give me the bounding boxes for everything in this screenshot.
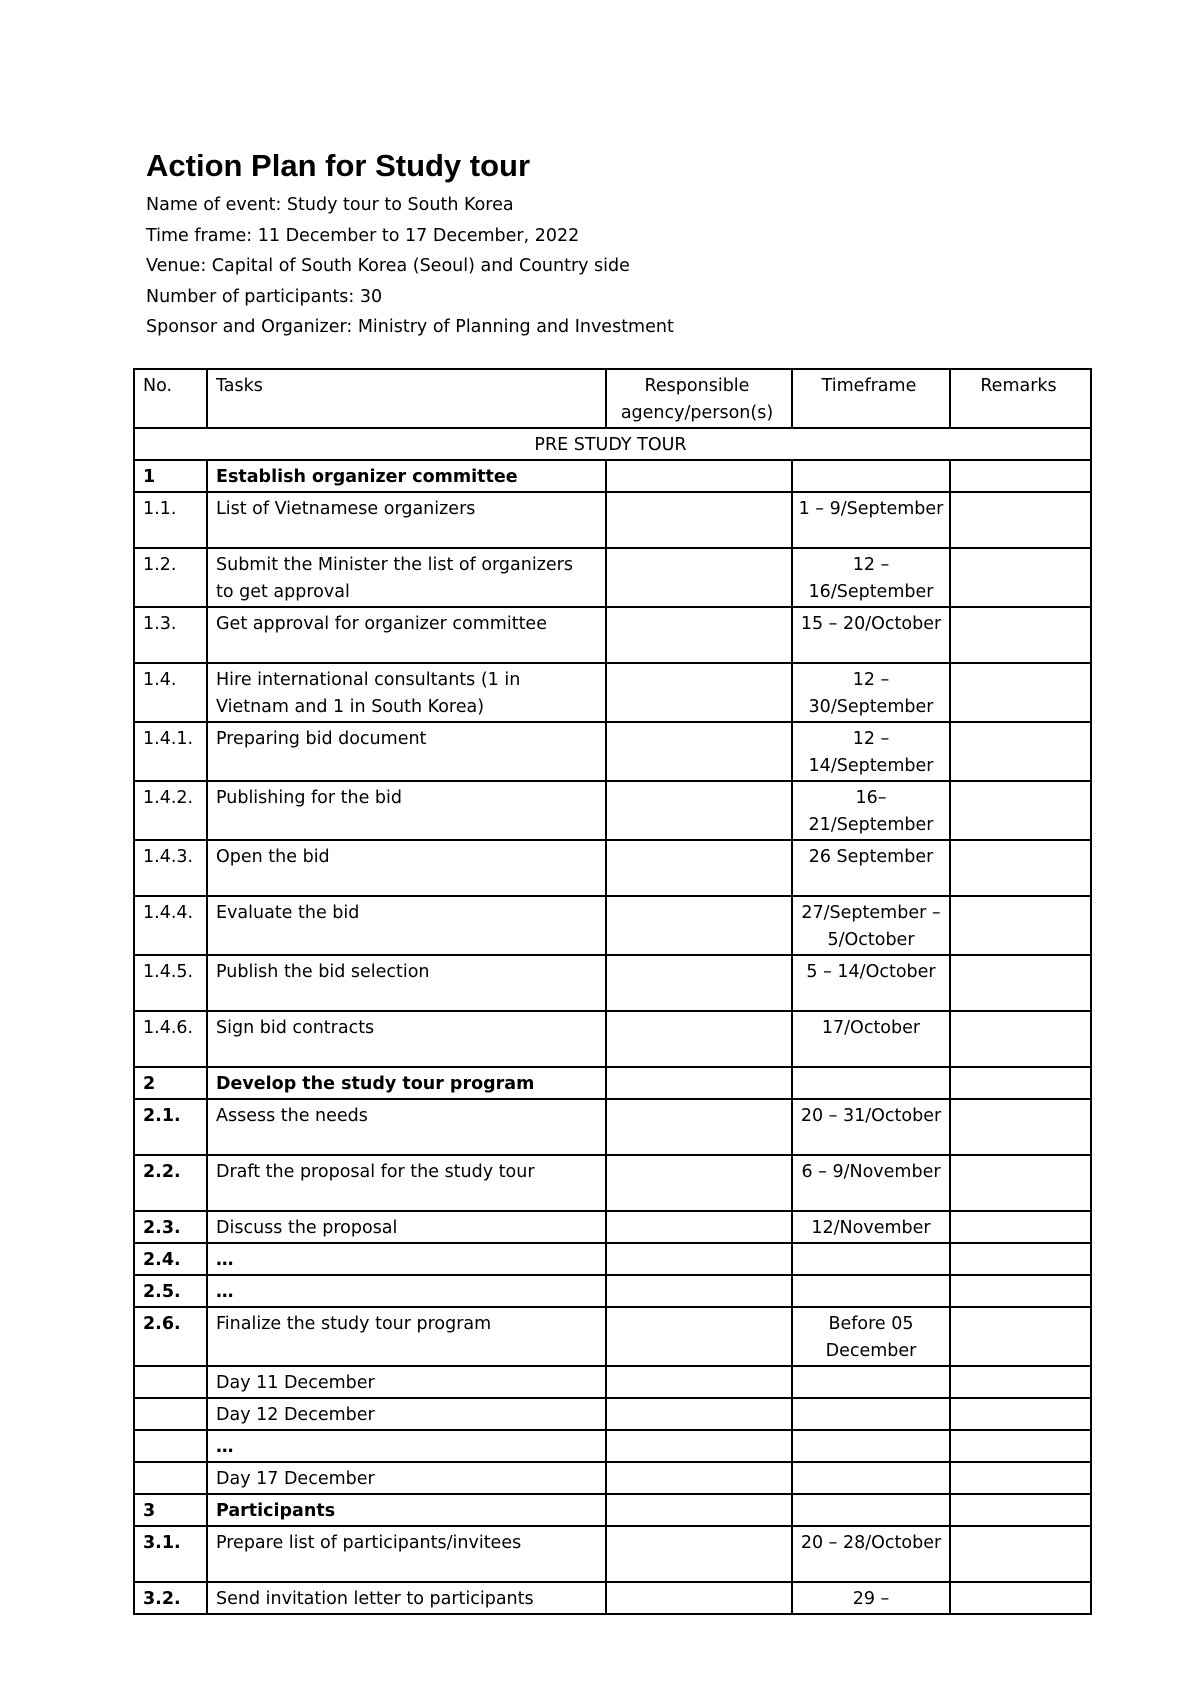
row-remarks [950, 1307, 1091, 1366]
row-remarks [950, 1430, 1091, 1462]
row-remarks [950, 840, 1091, 896]
row-number: 2.3. [134, 1211, 207, 1243]
table-row [134, 1366, 1091, 1398]
row-number: 1.4.2. [134, 781, 207, 840]
row-responsible [606, 663, 792, 722]
row-remarks [950, 492, 1091, 548]
table-header-row [134, 369, 1091, 428]
table-row [134, 1307, 1091, 1366]
row-timeframe: 16– 21/September [792, 781, 950, 840]
table-row [134, 1211, 1091, 1243]
row-task: Day 17 December [207, 1462, 606, 1494]
table-row [134, 460, 1091, 492]
table-row [134, 1011, 1091, 1067]
row-remarks [950, 1526, 1091, 1582]
row-task: Establish organizer committee [207, 460, 606, 492]
table-row [134, 492, 1091, 548]
row-responsible [606, 1155, 792, 1211]
row-number: 1.4.4. [134, 896, 207, 955]
table-row [134, 896, 1091, 955]
row-remarks [950, 460, 1091, 492]
section-label: PRE STUDY TOUR [134, 428, 1091, 460]
row-task: Open the bid [207, 840, 606, 896]
row-responsible [606, 1526, 792, 1582]
table-row [134, 1430, 1091, 1462]
row-number [134, 1366, 207, 1398]
event-timeframe: Time frame: 11 December to 17 December, 2022 [146, 225, 580, 246]
row-remarks [950, 722, 1091, 781]
row-responsible [606, 1275, 792, 1307]
row-task: Sign bid contracts [207, 1011, 606, 1067]
row-task: Send invitation letter to participants [207, 1582, 606, 1614]
row-number: 1.4.3. [134, 840, 207, 896]
table-row [134, 955, 1091, 1011]
row-timeframe [792, 1494, 950, 1526]
row-responsible [606, 607, 792, 663]
row-responsible [606, 1307, 792, 1366]
row-task: … [207, 1430, 606, 1462]
row-timeframe: 20 – 28/October [792, 1526, 950, 1582]
row-number: 2.2. [134, 1155, 207, 1211]
row-responsible [606, 1243, 792, 1275]
action-plan-table [133, 368, 1092, 1615]
row-remarks [950, 663, 1091, 722]
row-timeframe: 29 – [792, 1582, 950, 1614]
event-sponsor: Sponsor and Organizer: Ministry of Planning and Investment [146, 317, 674, 337]
row-remarks [950, 896, 1091, 955]
row-remarks [950, 548, 1091, 607]
header-no: No. [134, 369, 207, 428]
row-remarks [950, 1211, 1091, 1243]
row-responsible [606, 548, 792, 607]
row-responsible [606, 1366, 792, 1398]
row-task: Publish the bid selection [207, 955, 606, 1011]
row-remarks [950, 607, 1091, 663]
table-row [134, 1398, 1091, 1430]
table-row [134, 781, 1091, 840]
row-task: Day 11 December [207, 1366, 606, 1398]
row-remarks [950, 1067, 1091, 1099]
row-responsible [606, 1494, 792, 1526]
row-task: Draft the proposal for the study tour [207, 1155, 606, 1211]
row-timeframe [792, 1243, 950, 1275]
row-task: Preparing bid document [207, 722, 606, 781]
row-timeframe [792, 1430, 950, 1462]
row-timeframe: 12/November [792, 1211, 950, 1243]
header-tasks: Tasks [207, 369, 606, 428]
row-timeframe [792, 1067, 950, 1099]
row-remarks [950, 1155, 1091, 1211]
table-row [134, 663, 1091, 722]
row-responsible [606, 1099, 792, 1155]
table-row [134, 1494, 1091, 1526]
row-remarks [950, 1275, 1091, 1307]
row-number: 1 [134, 460, 207, 492]
table-row [134, 1275, 1091, 1307]
row-number: 1.4.6. [134, 1011, 207, 1067]
table-row [134, 1155, 1091, 1211]
row-task: Evaluate the bid [207, 896, 606, 955]
row-number: 3 [134, 1494, 207, 1526]
table-row [134, 1462, 1091, 1494]
row-task: Assess the needs [207, 1099, 606, 1155]
row-responsible [606, 955, 792, 1011]
table-row [134, 840, 1091, 896]
row-timeframe: 20 – 31/October [792, 1099, 950, 1155]
row-remarks [950, 1494, 1091, 1526]
row-responsible [606, 840, 792, 896]
table-row [134, 607, 1091, 663]
row-timeframe: 26 September [792, 840, 950, 896]
section-row [134, 428, 1091, 460]
row-timeframe: Before 05 December [792, 1307, 950, 1366]
row-timeframe: 6 – 9/November [792, 1155, 950, 1211]
row-task: Day 12 December [207, 1398, 606, 1430]
row-number: 1.2. [134, 548, 207, 607]
header-remarks: Remarks [950, 369, 1091, 428]
row-remarks [950, 1011, 1091, 1067]
row-remarks [950, 1462, 1091, 1494]
row-number [134, 1398, 207, 1430]
event-details [146, 190, 674, 343]
row-number: 2.4. [134, 1243, 207, 1275]
row-task: … [207, 1275, 606, 1307]
row-responsible [606, 1398, 792, 1430]
row-task: … [207, 1243, 606, 1275]
row-remarks [950, 1243, 1091, 1275]
row-remarks [950, 1398, 1091, 1430]
row-responsible [606, 781, 792, 840]
table-row [134, 1582, 1091, 1614]
row-task: List of Vietnamese organizers [207, 492, 606, 548]
row-task: Prepare list of participants/invitees [207, 1526, 606, 1582]
row-task: Develop the study tour program [207, 1067, 606, 1099]
event-name: Name of event: Study tour to South Korea [146, 195, 514, 215]
row-number: 1.3. [134, 607, 207, 663]
table-row [134, 1243, 1091, 1275]
row-responsible [606, 1582, 792, 1614]
row-responsible [606, 460, 792, 492]
table-row [134, 1526, 1091, 1582]
row-remarks [950, 955, 1091, 1011]
row-task: Participants [207, 1494, 606, 1526]
table-row [134, 722, 1091, 781]
row-responsible [606, 896, 792, 955]
row-responsible [606, 1011, 792, 1067]
row-task: Publishing for the bid [207, 781, 606, 840]
row-remarks [950, 1099, 1091, 1155]
row-task: Discuss the proposal [207, 1211, 606, 1243]
row-timeframe: 12 – 16/September [792, 548, 950, 607]
row-remarks [950, 781, 1091, 840]
row-responsible [606, 1462, 792, 1494]
row-number: 2.6. [134, 1307, 207, 1366]
row-number [134, 1430, 207, 1462]
row-timeframe: 17/October [792, 1011, 950, 1067]
row-number: 2.5. [134, 1275, 207, 1307]
row-timeframe: 15 – 20/October [792, 607, 950, 663]
header-timeframe: Timeframe [792, 369, 950, 428]
row-responsible [606, 1067, 792, 1099]
row-timeframe [792, 1275, 950, 1307]
row-responsible [606, 492, 792, 548]
row-timeframe: 5 – 14/October [792, 955, 950, 1011]
row-timeframe: 12 – 30/September [792, 663, 950, 722]
table-row [134, 1099, 1091, 1155]
row-task: Get approval for organizer committee [207, 607, 606, 663]
row-number: 3.1. [134, 1526, 207, 1582]
document-title: Action Plan for Study tour [146, 148, 531, 183]
row-number: 1.1. [134, 492, 207, 548]
row-responsible [606, 1211, 792, 1243]
row-task: Submit the Minister the list of organizers to get approval [207, 548, 606, 607]
header-responsible: Responsible agency/person(s) [606, 369, 792, 428]
row-responsible [606, 1430, 792, 1462]
row-timeframe [792, 460, 950, 492]
row-number: 1.4.5. [134, 955, 207, 1011]
row-timeframe [792, 1366, 950, 1398]
table-row [134, 548, 1091, 607]
row-remarks [950, 1366, 1091, 1398]
event-venue: Venue: Capital of South Korea (Seoul) and Country side [146, 256, 630, 276]
row-number: 2 [134, 1067, 207, 1099]
row-remarks [950, 1582, 1091, 1614]
row-timeframe [792, 1398, 950, 1430]
row-timeframe: 27/September – 5/October [792, 896, 950, 955]
row-timeframe [792, 1462, 950, 1494]
row-timeframe: 12 – 14/September [792, 722, 950, 781]
row-number: 1.4. [134, 663, 207, 722]
event-participants: Number of participants: 30 [146, 286, 383, 307]
row-timeframe: 1 – 9/September [792, 492, 950, 548]
row-number: 1.4.1. [134, 722, 207, 781]
row-number: 3.2. [134, 1582, 207, 1614]
row-number: 2.1. [134, 1099, 207, 1155]
table-row [134, 1067, 1091, 1099]
row-task: Hire international consultants (1 in Vietnam and 1 in South Korea) [207, 663, 606, 722]
row-responsible [606, 722, 792, 781]
row-number [134, 1462, 207, 1494]
row-task: Finalize the study tour program [207, 1307, 606, 1366]
